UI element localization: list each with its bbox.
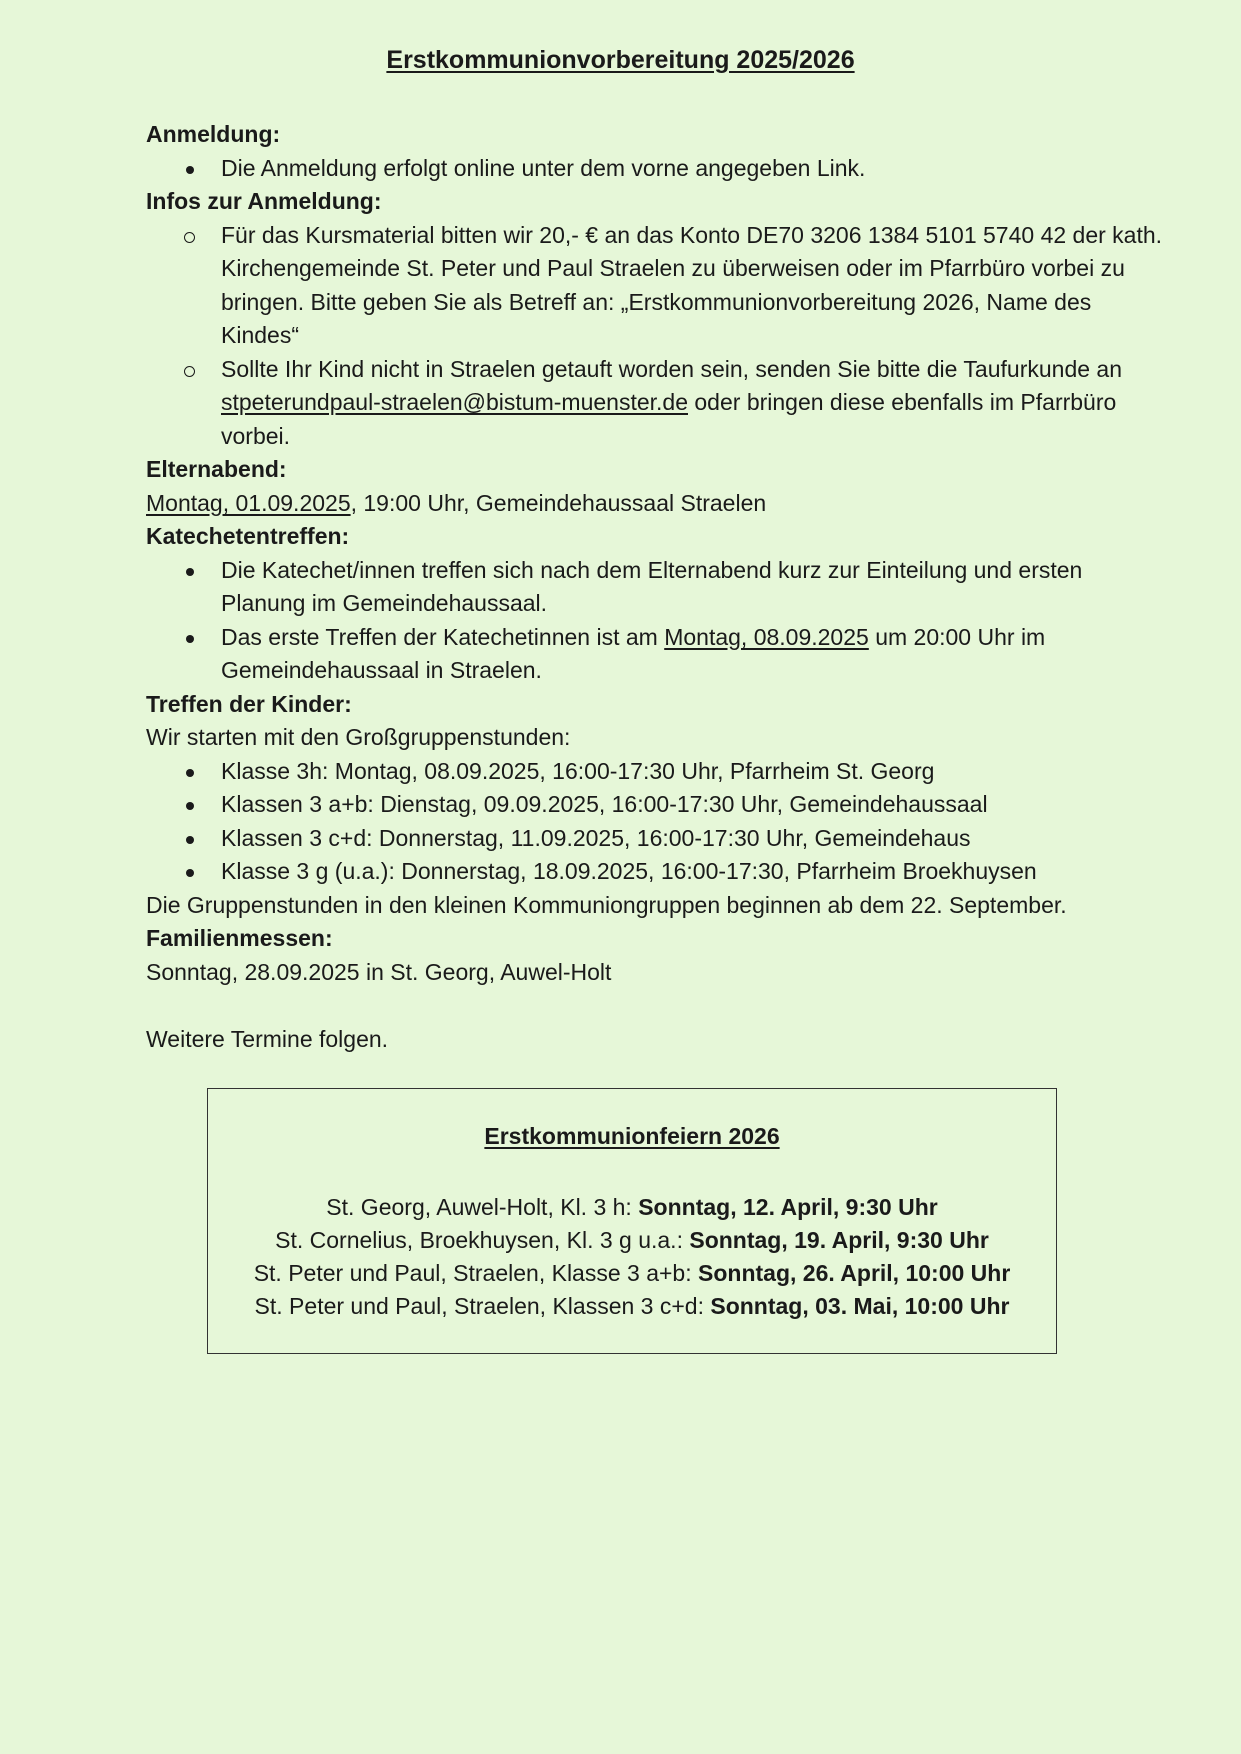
feier-date: Sonntag, 03. Mai, 10:00 Uhr bbox=[710, 1293, 1010, 1319]
list-item-text-part: um 20:00 Uhr im Gemeindehaussaal in Straelen. bbox=[221, 623, 1046, 683]
katecheten-list bbox=[146, 554, 1166, 688]
erstkommunionfeiern-box bbox=[207, 1088, 1057, 1354]
list-item bbox=[146, 621, 1166, 688]
list-item bbox=[146, 855, 1166, 889]
feier-date: Sonntag, 12. April, 9:30 Uhr bbox=[638, 1194, 938, 1220]
feier-place: St. Peter und Paul, Straelen, Klassen 3 c+d: bbox=[254, 1293, 711, 1319]
section-heading-anmeldung: Anmeldung: bbox=[146, 121, 281, 147]
list-item bbox=[146, 152, 1166, 186]
list-item-text: Klasse 3h: Montag, 08.09.2025, 16:00-17:30 Uhr, Pfarrheim St. Georg bbox=[221, 757, 935, 784]
feier-date: Sonntag, 19. April, 9:30 Uhr bbox=[689, 1227, 989, 1253]
feier-line bbox=[208, 1224, 1056, 1257]
kinder-outro: Die Gruppenstunden in den kleinen Kommuniongruppen beginnen ab dem 22. September. bbox=[146, 891, 1067, 918]
list-item-text: Klassen 3 c+d: Donnerstag, 11.09.2025, 16:00-17:30 Uhr, Gemeindehaus bbox=[221, 824, 971, 851]
elternabend-details: , 19:00 Uhr, Gemeindehaussaal Straelen bbox=[350, 489, 767, 516]
list-item-text bbox=[221, 356, 1122, 449]
feiern-list bbox=[208, 1191, 1056, 1323]
list-item bbox=[146, 755, 1166, 789]
section-heading-elternabend: Elternabend: bbox=[146, 456, 287, 482]
kinder-list bbox=[146, 755, 1166, 889]
section-heading-familienmessen: Familienmessen: bbox=[146, 925, 333, 951]
list-item-text-part: Das erste Treffen der Katechetinnen ist am bbox=[221, 623, 665, 650]
section-heading-infos: Infos zur Anmeldung: bbox=[146, 188, 382, 214]
list-item-text bbox=[221, 624, 1045, 684]
list-item bbox=[146, 822, 1166, 856]
familienmessen-text: Sonntag, 28.09.2025 in St. Georg, Auwel-Holt bbox=[146, 958, 612, 985]
feier-line bbox=[208, 1191, 1056, 1224]
box-title: Erstkommunionfeiern 2026 bbox=[484, 1123, 780, 1149]
list-item-text-part: oder bringen diese ebenfalls im Pfarrbüro vorbei. bbox=[221, 389, 1117, 449]
list-item-text: Für das Kursmaterial bitten wir 20,- € an das Konto DE70 3206 1384 5101 5740 42 der kath. Kirchengemeinde St. Peter und Paul Straelen zu überweisen oder im Pfarrbüro vorbei zu bringen. Bitte geben Sie als Betreff an: „Erstkommunionvorbereitung 2026, Name des Kindes“ bbox=[221, 221, 1163, 348]
list-item-text-part: Sollte Ihr Kind nicht in Straelen getauft worden sein, senden Sie bitte die Taufurkunde an bbox=[221, 355, 1122, 382]
kinder-intro: Wir starten mit den Großgruppenstunden: bbox=[146, 724, 571, 750]
list-item bbox=[146, 788, 1166, 822]
list-item bbox=[146, 353, 1166, 454]
spacer bbox=[146, 989, 1166, 1023]
feier-line bbox=[208, 1257, 1056, 1290]
elternabend-date: Montag, 01.09.2025 bbox=[146, 489, 351, 516]
katecheten-date: Montag, 08.09.2025 bbox=[664, 623, 869, 650]
list-item bbox=[146, 554, 1166, 621]
list-item-text: Klasse 3 g (u.a.): Donnerstag, 18.09.2025, 16:00-17:30, Pfarrheim Broekhuysen bbox=[221, 858, 1037, 884]
section-heading-kinder: Treffen der Kinder: bbox=[146, 690, 352, 717]
list-item-text: Die Anmeldung erfolgt online unter dem vorne angegeben Link. bbox=[221, 154, 866, 181]
document-title: Erstkommunionvorbereitung 2025/2026 bbox=[386, 46, 855, 74]
infos-list bbox=[146, 219, 1166, 454]
list-item-text: Klassen 3 a+b: Dienstag, 09.09.2025, 16:00-17:30 Uhr, Gemeindehaussaal bbox=[221, 791, 988, 817]
list-item bbox=[146, 219, 1166, 353]
elternabend-line bbox=[146, 487, 1166, 521]
anmeldung-list bbox=[146, 152, 1166, 186]
weitere-termine: Weitere Termine folgen. bbox=[146, 1026, 389, 1052]
feier-place: St. Peter und Paul, Straelen, Klasse 3 a+b: bbox=[253, 1260, 699, 1286]
email-link[interactable]: stpeterundpaul-straelen@bistum-muenster.de bbox=[221, 389, 688, 415]
feier-place: St. Cornelius, Broekhuysen, Kl. 3 g u.a.: bbox=[275, 1227, 690, 1253]
feier-place: St. Georg, Auwel-Holt, Kl. 3 h: bbox=[326, 1194, 639, 1220]
feier-line bbox=[208, 1290, 1056, 1323]
list-item-text: Die Katechet/innen treffen sich nach dem Elternabend kurz zur Einteilung und ersten Planung im Gemeindehaussaal. bbox=[221, 556, 1083, 616]
feier-date: Sonntag, 26. April, 10:00 Uhr bbox=[698, 1260, 1011, 1286]
document-body bbox=[146, 118, 1166, 1057]
section-heading-katecheten: Katechetentreffen: bbox=[146, 523, 350, 549]
